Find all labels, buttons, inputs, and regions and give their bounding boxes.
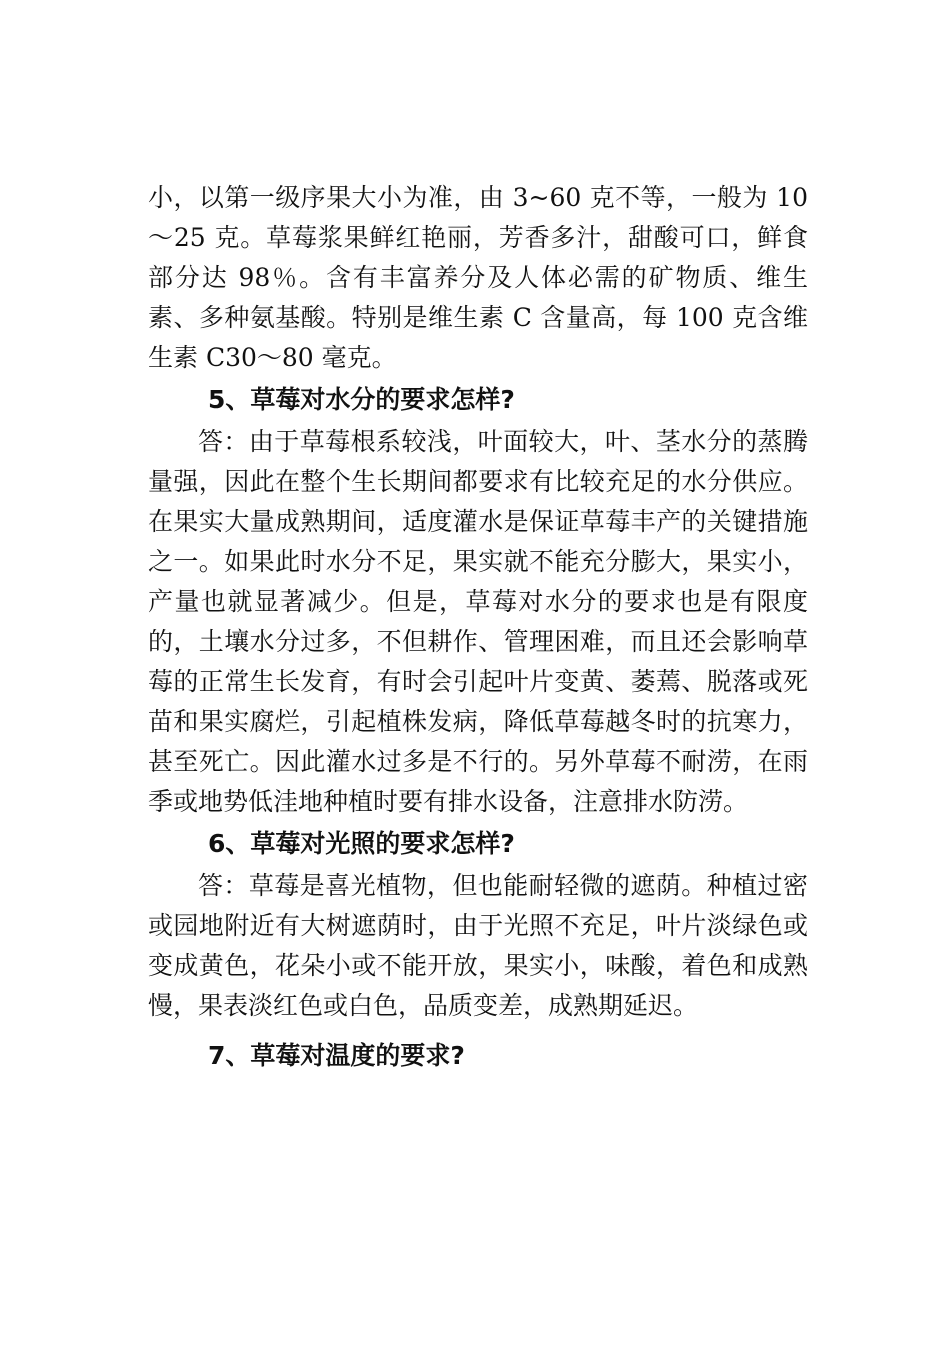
section-heading-light: 6、草莓对光照的要求怎样? — [208, 829, 515, 858]
spacer — [148, 1026, 808, 1034]
section-answer-water: 答：由于草莓根系较浅，叶面较大，叶、茎水分的蒸腾量强，因此在整个生长期间都要求有比较充足的水分供应。在果实大量成熟期间，适度灌水是保证草莓丰产的关键措施之一。如果此时水分不足，果实就不能充分膨大，果实小，产量也就显著减少。但是，草莓对水分的要求也是有限度的，土壤水分过多，不但耕作、管理困难，而且还会影响草莓的正常生长发育，有时会引起叶片变黄、萎蔫、脱落或死苗和果实腐烂，引起植株发病，降低草莓越冬时的抗寒力，甚至死亡。因此灌水过多是不行的。另外草莓不耐涝，在雨季或地势低洼地种植时要有排水设备，注意排水防涝。 — [148, 427, 808, 816]
document-page — [148, 178, 808, 1078]
section-heading-water: 5、草莓对水分的要求怎样? — [208, 385, 515, 414]
section-heading-temperature: 7、草莓对温度的要求? — [208, 1041, 465, 1070]
section-answer-light: 答：草莓是喜光植物，但也能耐轻微的遮荫。种植过密或园地附近有大树遮荫时，由于光照不充足，叶片淡绿色或变成黄色，花朵小或不能开放，果实小，味酸，着色和成熟慢，果表淡红色或白色，品质变差，成熟期延迟。 — [148, 871, 808, 1020]
intro-paragraph: 小，以第一级序果大小为准，由 3~60 克不等，一般为 10～25 克。草莓浆果鲜红艳丽，芳香多汁，甜酸可口，鲜食部分达 98％。含有丰富养分及人体必需的矿物质、维生素、多种氨基酸。特别是维生素 C 含量高，每 100 克含维生素 C30～80 毫克。 — [148, 183, 808, 372]
